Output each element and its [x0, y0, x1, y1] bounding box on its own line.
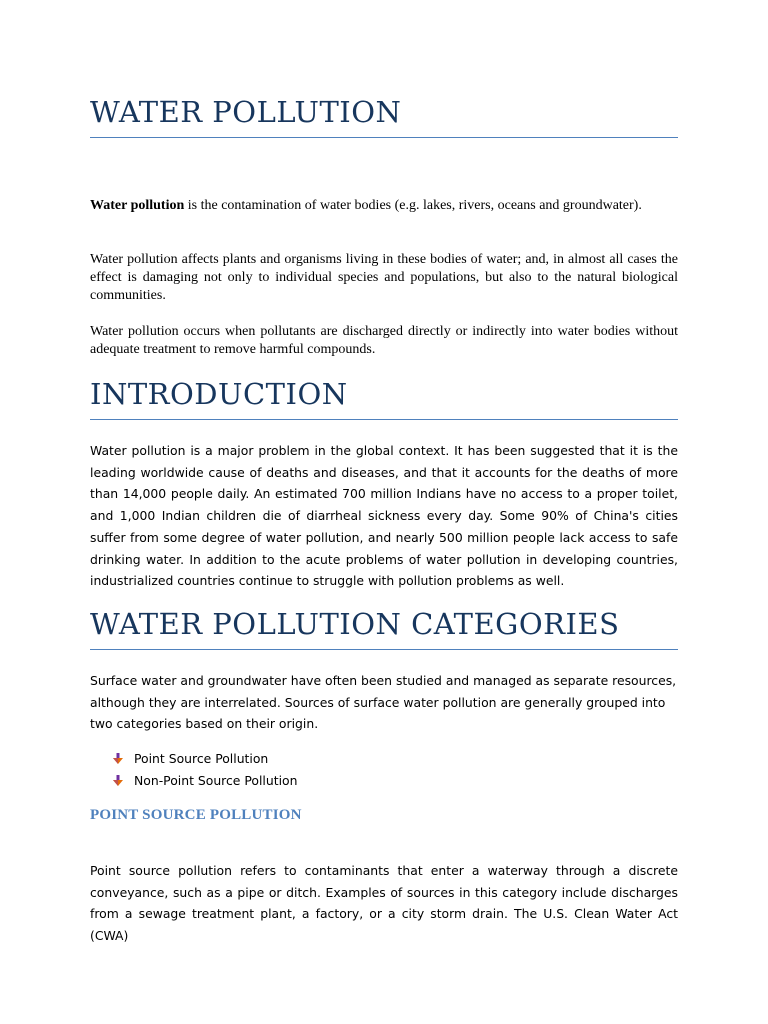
list-item: [90, 748, 678, 770]
paragraph-definition: [90, 197, 678, 215]
heading-categories: WATER POLLUTION CATEGORIES: [90, 608, 678, 650]
paragraph-categories: Surface water and groundwater have often been studied and managed as separate resources, although they are interrelated. Sources of surface water pollution are generally grouped into two categories based on their origin.: [90, 673, 677, 732]
paragraph-introduction: Water pollution is a major problem in the global context. It has been suggested that it is the leading worldwide cause of deaths and diseases, and that it accounts for the deaths of more than 14,000 people daily. An estimated 700 million Indians have no access to a proper toilet, and 1,000 Indian children die of diarrheal sickness every day. Some 90% of China's cities suffer from some degree of water pollution, and nearly 500 million people lack access to safe drinking water. In addition to the acute problems of water pollution in developing countries, industrialized countries continue to struggle with pollution problems as well.: [90, 443, 678, 589]
paragraph-effects: Water pollution affects plants and organisms living in these bodies of water; and, in almost all cases the effect is damaging not only to individual species and populations, but also to the natural biological communities.: [90, 252, 678, 303]
heading-water-pollution: WATER POLLUTION: [90, 96, 678, 138]
list-item-label: Point Source Pollution: [134, 751, 269, 766]
down-arrow-bullet-icon: [90, 775, 134, 787]
paragraph-causes: Water pollution occurs when pollutants are discharged directly or indirectly into water bodies without adequate treatment to remove harmful compounds.: [90, 324, 678, 357]
list-item-label: Non-Point Source Pollution: [134, 773, 298, 788]
list-item: [90, 770, 678, 792]
subheading-point-source: POINT SOURCE POLLUTION: [90, 807, 302, 823]
category-list: [90, 748, 678, 792]
paragraph-point-source: Point source pollution refers to contaminants that enter a waterway through a discrete conveyance, such as a pipe or ditch. Examples of sources in this category include discharges from a sewage treatment plant, a factory, or a city storm drain. The U.S. Clean Water Act (CWA): [90, 863, 678, 944]
bold-term: Water pollution: [90, 198, 185, 213]
definition-text: is the contamination of water bodies (e.g. lakes, rivers, oceans and groundwater).: [184, 198, 642, 213]
down-arrow-bullet-icon: [90, 753, 134, 765]
heading-introduction: INTRODUCTION: [90, 378, 678, 420]
